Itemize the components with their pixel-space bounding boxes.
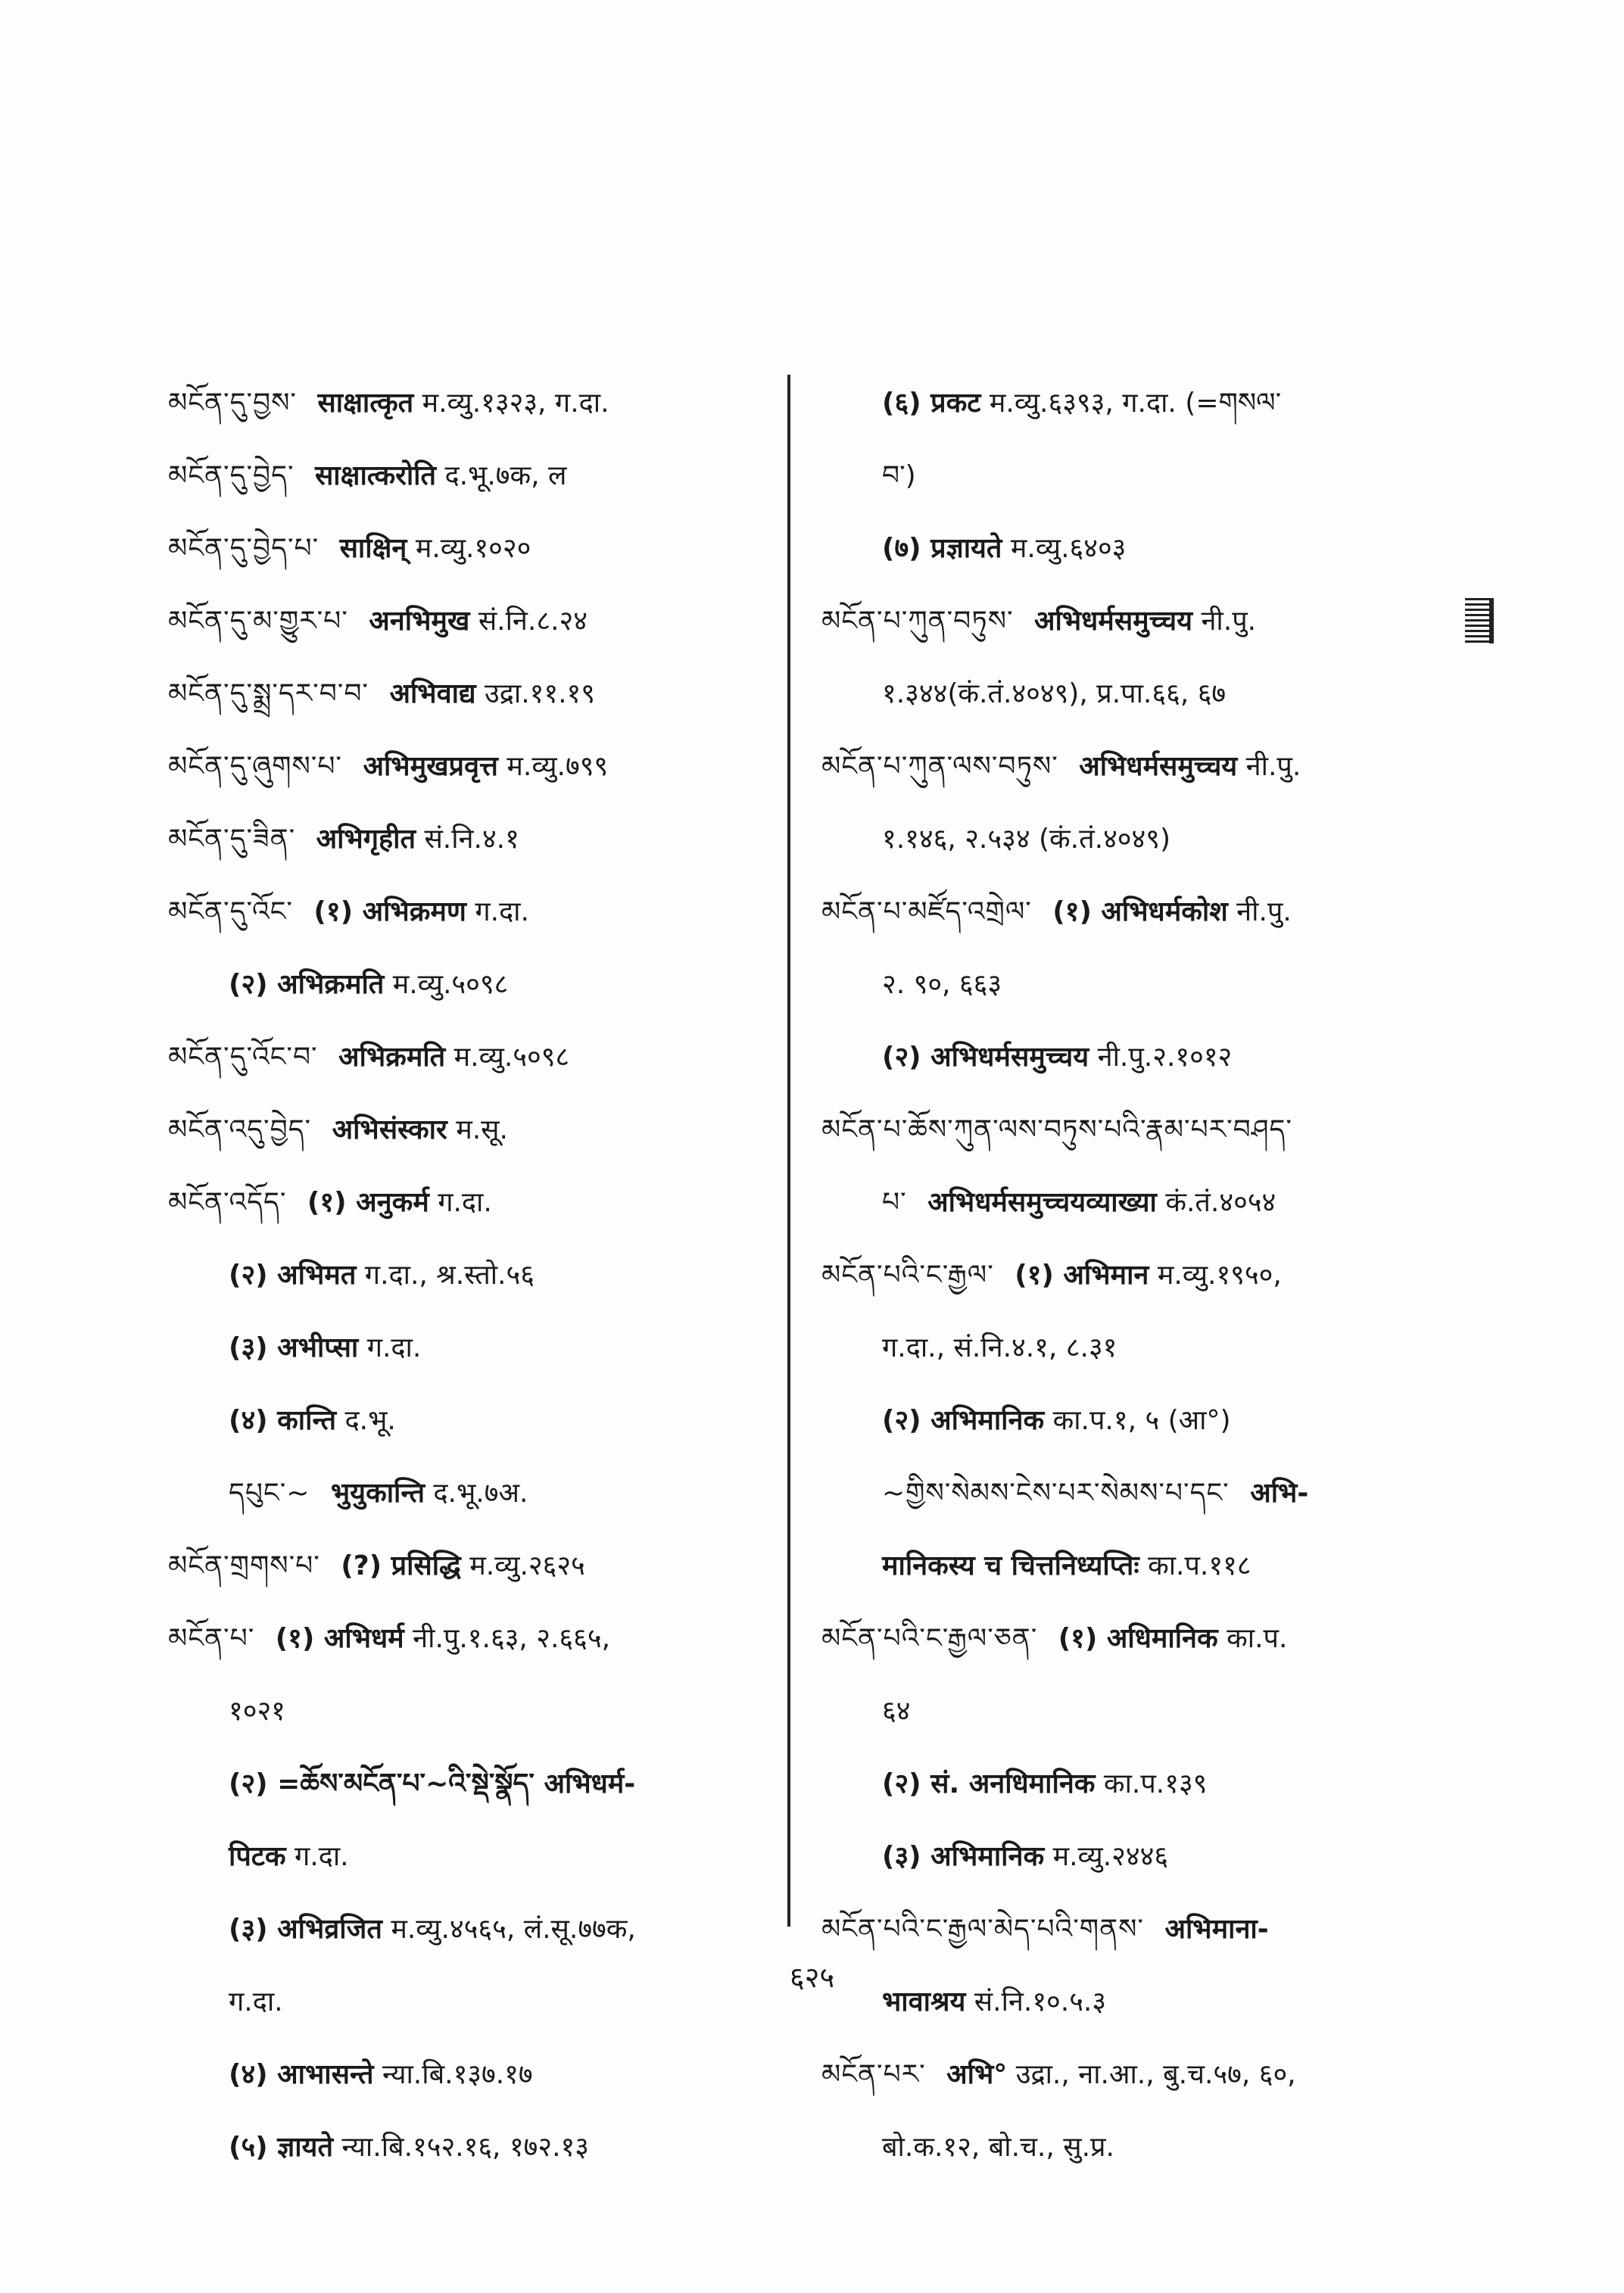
- dictionary-entry: [168, 1239, 789, 1312]
- sanskrit-equivalent: अभिक्रमति: [338, 1042, 446, 1073]
- source-reference: म.सू.: [456, 1114, 508, 1145]
- tibetan-headword: མངོན་དུ་སྨྲ་དར་བ་བ་: [168, 678, 369, 709]
- tibetan-headword: མངོན་འདོད་: [168, 1187, 287, 1218]
- source-reference: न्या.बि.१३७.१७: [382, 2059, 533, 2090]
- sanskrit-equivalent: (२) =ཆོས་མངོན་པ་~འི་སྡེ་སྣོད་ अभिधर्म-: [229, 1768, 636, 1799]
- sanskrit-equivalent: अभिधर्मसमुच्चयव्याख्या: [927, 1187, 1157, 1218]
- dictionary-entry: [168, 2111, 789, 2184]
- tibetan-headword: ~གྱིས་སེམས་ངེས་པར་སེམས་པ་དང་: [882, 1478, 1230, 1509]
- dictionary-entry: [821, 1530, 1473, 1603]
- source-reference: ग.दा., सं.नि.४.१, ८.३१: [882, 1332, 1117, 1363]
- dictionary-entry: [821, 1457, 1473, 1530]
- dictionary-entry: [821, 803, 1473, 876]
- sanskrit-equivalent: अनभिमुख: [369, 606, 470, 637]
- dictionary-entry: [821, 1385, 1473, 1457]
- dictionary-entry: [821, 658, 1473, 731]
- dictionary-entry: [821, 1821, 1473, 1893]
- dictionary-entry: [821, 1603, 1473, 1675]
- source-reference: ६४: [882, 1696, 911, 1727]
- right-column: [821, 367, 1473, 2184]
- source-reference: कं.तं.४०५४: [1165, 1187, 1276, 1218]
- source-reference: म.व्यु.१०२०: [415, 533, 531, 564]
- source-reference: सं.नि.१०.५.३: [974, 1986, 1107, 2017]
- sanskrit-equivalent: अभिसंस्कार: [332, 1114, 447, 1145]
- tibetan-headword: མངོན་པ་ཆོས་ཀུན་ལས་བཏུས་པའི་རྣམ་པར་བཤད་: [821, 1114, 1292, 1145]
- source-reference: १.३४४(कं.तं.४०४९), प्र.पा.६६, ६७: [882, 678, 1227, 709]
- source-reference: म.व्यु.६३९३, ग.दा. (=གསལ་: [989, 388, 1282, 419]
- tibetan-headword: མངོན་པའི་ང་རྒྱལ་ཅན་: [821, 1623, 1038, 1654]
- tibetan-headword: མངོན་པ་ཀུན་བཏུས་: [821, 606, 1014, 637]
- thumb-index-mark: [1465, 598, 1494, 643]
- tibetan-headword: པ་: [882, 1187, 907, 1218]
- dictionary-entry: [821, 585, 1473, 658]
- sanskrit-equivalent: (३) अभिमानिक: [882, 1841, 1045, 1872]
- sanskrit-equivalent: (४) कान्ति: [229, 1405, 337, 1436]
- dictionary-entry: [168, 1167, 789, 1239]
- sanskrit-equivalent: भुयुकान्ति: [330, 1478, 425, 1509]
- column-divider: [787, 375, 790, 1927]
- dictionary-entry: [168, 1603, 789, 1675]
- tibetan-headword: མངོན་པ་མཛོད་འགྲེལ་: [821, 896, 1032, 927]
- dictionary-entry: [168, 1094, 789, 1167]
- sanskrit-equivalent: (२) सं. अनधिमानिक: [882, 1768, 1096, 1799]
- tibetan-headword: དཔུང་~: [229, 1478, 310, 1509]
- source-reference: नी.पु.: [1201, 606, 1257, 637]
- sanskrit-equivalent: पिटक: [229, 1841, 286, 1872]
- tibetan-headword: མངོན་འདུ་བྱེད་: [168, 1114, 312, 1145]
- source-reference: उद्रा.११.१९: [485, 678, 595, 709]
- sanskrit-equivalent: अभिमाना-: [1164, 1914, 1269, 1945]
- tibetan-headword: མངོན་པ་: [168, 1623, 255, 1654]
- dictionary-entry: [168, 1893, 789, 1966]
- source-reference: उद्रा., ना.आ., बु.च.५७, ६०,: [1015, 2059, 1296, 2090]
- source-reference: म.व्यु.७९९: [507, 751, 609, 782]
- tibetan-headword: མངོན་དུ་བྱེད་: [168, 460, 295, 491]
- sanskrit-equivalent: (२) अभिक्रमति: [229, 969, 385, 1000]
- dictionary-entry: [821, 876, 1473, 949]
- sanskrit-equivalent: (७) प्रज्ञायते: [882, 533, 1002, 564]
- source-reference: नी.पु.२.१०१२: [1097, 1042, 1233, 1073]
- dictionary-entry: [168, 1748, 789, 1821]
- source-reference: द.भू.७अ.: [433, 1478, 528, 1509]
- tibetan-headword: མངོན་པའི་ང་རྒྱལ་: [821, 1260, 994, 1291]
- dictionary-entry: [821, 1675, 1473, 1748]
- sanskrit-equivalent: भावाश्रय: [882, 1986, 966, 2017]
- sanskrit-equivalent: (३) अभिव्रजित: [229, 1914, 382, 1945]
- source-reference: म.व्यु.१९५०,: [1157, 1260, 1282, 1291]
- dictionary-entry: [168, 1457, 789, 1530]
- source-reference: सं.नि.४.१: [424, 824, 519, 855]
- sanskrit-equivalent: अभिवाद्य: [389, 678, 476, 709]
- dictionary-entry: [168, 876, 789, 949]
- sanskrit-equivalent: (१) अनुकर्म: [307, 1187, 429, 1218]
- source-reference: म.व्यु.२४४६: [1052, 1841, 1169, 1872]
- source-reference: नी.पु.१.६३, २.६६५,: [413, 1623, 611, 1654]
- sanskrit-equivalent: (३) अभीप्सा: [229, 1332, 359, 1363]
- source-reference: म.व्यु.५०९८: [454, 1042, 570, 1073]
- sanskrit-equivalent: (१) अभिक्रमण: [313, 896, 466, 927]
- sanskrit-equivalent: अभिगृहीत: [316, 824, 416, 855]
- source-reference: द.भू.: [344, 1405, 396, 1436]
- dictionary-entry: [168, 731, 789, 803]
- sanskrit-equivalent: (१) अभिधर्मकोश: [1052, 896, 1228, 927]
- sanskrit-equivalent: साक्षात्करोति: [314, 460, 437, 491]
- dictionary-entry: [821, 1167, 1473, 1239]
- dictionary-entry: [168, 2039, 789, 2111]
- tibetan-headword: མངོན་དུ་ཞུགས་པ་: [168, 751, 342, 782]
- sanskrit-equivalent: अभिधर्मसमुच्चय: [1079, 751, 1238, 782]
- source-reference: ग.दा.: [475, 896, 529, 927]
- dictionary-entry: [821, 2111, 1473, 2184]
- tibetan-headword: མངོན་དུ་བྱེད་པ་: [168, 533, 320, 564]
- tibetan-headword: མངོན་པའི་ང་རྒྱལ་མེད་པའི་གནས་: [821, 1914, 1144, 1945]
- dictionary-entry: [821, 1312, 1473, 1385]
- source-reference: २. ९०, ६६३: [882, 969, 1002, 1000]
- sanskrit-equivalent: (१) अभिमान: [1015, 1260, 1149, 1291]
- tibetan-headword: མངོན་པར་: [821, 2059, 926, 2090]
- dictionary-entry: [168, 803, 789, 876]
- sanskrit-equivalent: (४) आभासन्ते: [229, 2059, 374, 2090]
- sanskrit-equivalent: (२) अभिधर्मसमुच्चय: [882, 1042, 1089, 1073]
- source-reference: ग.दा.: [295, 1841, 349, 1872]
- dictionary-entry: [821, 1893, 1473, 1966]
- dictionary-entry: [821, 1748, 1473, 1821]
- dictionary-entry: [168, 1021, 789, 1094]
- left-column: [168, 367, 789, 2184]
- sanskrit-equivalent: अभिधर्मसमुच्चय: [1034, 606, 1192, 637]
- source-reference: ग.दा.: [366, 1332, 422, 1363]
- source-reference: म.व्यु.६४०३: [1010, 533, 1127, 564]
- dictionary-entry: [168, 1385, 789, 1457]
- dictionary-entry: [168, 585, 789, 658]
- dictionary-entry: [821, 949, 1473, 1021]
- tibetan-headword: མངོན་དུ་བྱས་: [168, 388, 297, 419]
- source-reference: का.प.१३९: [1103, 1768, 1208, 1799]
- sanskrit-equivalent: मानिकस्य च चित्तनिध्यप्तिः: [882, 1550, 1139, 1581]
- tibetan-headword: མངོན་པ་ཀུན་ལས་བཏུས་: [821, 751, 1058, 782]
- sanskrit-equivalent: (?) प्रसिद्धि: [341, 1550, 461, 1581]
- source-reference: བ་): [882, 460, 916, 491]
- dictionary-entry: [821, 1021, 1473, 1094]
- sanskrit-equivalent: अभि°: [946, 2059, 1008, 2090]
- dictionary-entry: [168, 1312, 789, 1385]
- dictionary-entry: [168, 658, 789, 731]
- source-reference: नी.पु.: [1236, 896, 1292, 927]
- source-reference: नी.पु.: [1245, 751, 1301, 782]
- source-reference: म.व्यु.२६२५: [469, 1550, 585, 1581]
- source-reference: ग.दा.: [438, 1187, 492, 1218]
- source-reference: म.व्यु.१३२३, ग.दा.: [422, 388, 609, 419]
- dictionary-entry: [168, 440, 789, 512]
- tibetan-headword: མངོན་དུ་མ་གྱུར་པ་: [168, 606, 348, 637]
- tibetan-headword: མངོན་གྲགས་པ་: [168, 1550, 320, 1581]
- dictionary-entry: [168, 949, 789, 1021]
- dictionary-entry: [821, 512, 1473, 585]
- tibetan-headword: མངོན་དུ་འོང་བ་: [168, 1042, 318, 1073]
- source-reference: ग.दा.: [229, 1986, 283, 2017]
- sanskrit-equivalent: अभिमुखप्रवृत्त: [363, 751, 498, 782]
- dictionary-entry: [821, 1094, 1473, 1167]
- dictionary-entry: [821, 367, 1473, 440]
- dictionary-entry: [168, 367, 789, 440]
- source-reference: का.प.: [1227, 1623, 1288, 1654]
- tibetan-headword: མངོན་དུ་འོང་: [168, 896, 293, 927]
- sanskrit-equivalent: (१) अभिधर्म: [275, 1623, 404, 1654]
- dictionary-entry: [168, 1530, 789, 1603]
- tibetan-headword: མངོན་དུ་ཟིན་: [168, 824, 296, 855]
- sanskrit-equivalent: साक्षात्कृत: [317, 388, 414, 419]
- dictionary-entry: [168, 512, 789, 585]
- dictionary-entry: [821, 1239, 1473, 1312]
- source-reference: म.व्यु.५०९८: [392, 969, 509, 1000]
- source-reference: १.१४६, २.५३४ (कं.तं.४०४९): [882, 824, 1171, 855]
- dictionary-entry: [168, 1821, 789, 1893]
- source-reference: ग.दा., श्र.स्तो.५६: [364, 1260, 535, 1291]
- sanskrit-equivalent: अभि-: [1250, 1478, 1309, 1509]
- source-reference: १०२१: [229, 1696, 285, 1727]
- source-reference: द.भू.७क, ल: [444, 460, 567, 491]
- dictionary-entry: [821, 440, 1473, 512]
- sanskrit-equivalent: (१) अधिमानिक: [1058, 1623, 1218, 1654]
- page-number: ६२५: [789, 1961, 835, 1994]
- source-reference: न्या.बि.१५२.१६, १७२.१३: [341, 2132, 589, 2163]
- sanskrit-equivalent: (६) प्रकट: [882, 388, 981, 419]
- source-reference: का.प.१, ५ (आ°): [1052, 1405, 1231, 1436]
- sanskrit-equivalent: (५) ज्ञायते: [229, 2132, 333, 2163]
- dictionary-entry: [821, 2039, 1473, 2111]
- source-reference: बो.क.१२, बो.च., सु.प्र.: [882, 2132, 1114, 2163]
- sanskrit-equivalent: साक्षिन्: [339, 533, 407, 564]
- source-reference: का.प.११८: [1148, 1550, 1252, 1581]
- source-reference: सं.नि.८.२४: [478, 606, 588, 637]
- source-reference: म.व्यु.४५६५, लं.सू.७७क,: [391, 1914, 636, 1945]
- sanskrit-equivalent: (२) अभिमत: [229, 1260, 357, 1291]
- sanskrit-equivalent: (२) अभिमानिक: [882, 1405, 1045, 1436]
- dictionary-entry: [821, 731, 1473, 803]
- dictionary-entry: [168, 1675, 789, 1748]
